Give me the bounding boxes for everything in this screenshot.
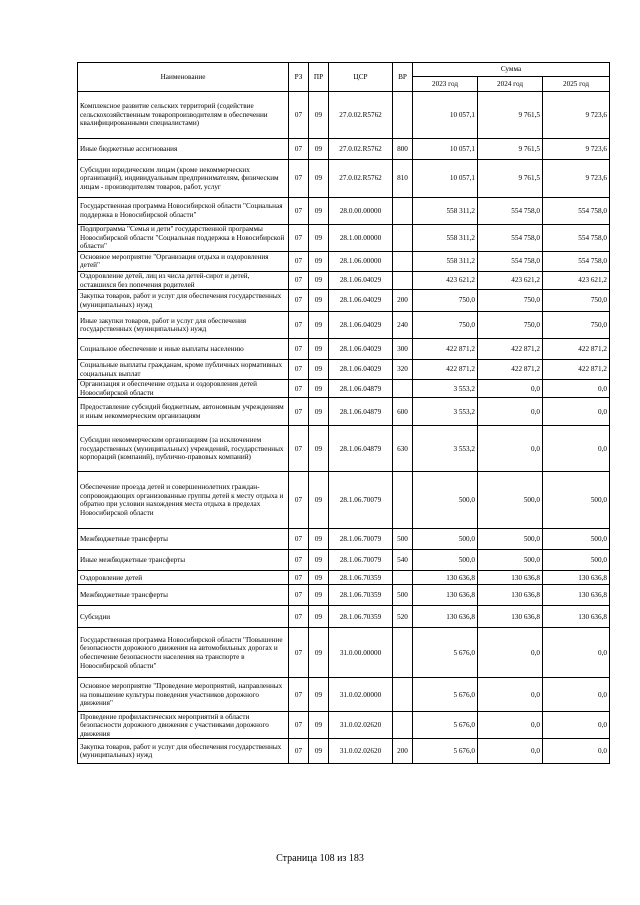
row-rz-cell: 07	[289, 628, 309, 678]
row-vr-cell: 200	[393, 290, 413, 312]
row-csr-cell: 28.1.06.04879	[329, 426, 393, 472]
row-sum-2024-cell: 500,0	[478, 550, 543, 571]
row-csr-cell: 28.1.06.70359	[329, 585, 393, 606]
row-sum-2024-cell: 9 761,5	[478, 92, 543, 139]
row-csr-cell: 28.1.00.00000	[329, 225, 393, 252]
row-sum-2023-cell: 3 553,2	[413, 426, 478, 472]
row-sum-2025-cell: 0,0	[543, 426, 610, 472]
row-vr-cell: 630	[393, 426, 413, 472]
row-sum-2024-cell: 130 636,8	[478, 571, 543, 585]
row-pr-cell: 09	[309, 92, 329, 139]
row-pr-cell: 09	[309, 139, 329, 160]
table-row	[78, 339, 610, 360]
row-vr-cell: 320	[393, 360, 413, 380]
row-csr-cell: 28.1.06.70359	[329, 606, 393, 628]
row-vr-cell: 500	[393, 529, 413, 550]
row-rz-cell: 07	[289, 571, 309, 585]
header-name: Наименование	[78, 63, 289, 92]
row-sum-2024-cell: 500,0	[478, 529, 543, 550]
row-sum-2025-cell: 750,0	[543, 290, 610, 312]
table-row	[78, 739, 610, 764]
row-sum-2023-cell: 422 871,2	[413, 360, 478, 380]
row-sum-2023-cell: 558 311,2	[413, 225, 478, 252]
row-sum-2023-cell: 5 676,0	[413, 678, 478, 712]
row-vr-cell: 800	[393, 139, 413, 160]
row-rz-cell: 07	[289, 271, 309, 289]
row-rz-cell: 07	[289, 312, 309, 339]
row-sum-2023-cell: 423 621,2	[413, 271, 478, 289]
row-sum-2024-cell: 130 636,8	[478, 585, 543, 606]
row-sum-2024-cell: 423 621,2	[478, 271, 543, 289]
row-pr-cell: 09	[309, 198, 329, 225]
row-pr-cell: 09	[309, 472, 329, 529]
row-sum-2024-cell: 0,0	[478, 739, 543, 764]
row-rz-cell: 07	[289, 360, 309, 380]
row-name-cell: Иные межбюджетные трансферты	[78, 550, 289, 571]
row-rz-cell: 07	[289, 550, 309, 571]
row-vr-cell	[393, 678, 413, 712]
row-sum-2025-cell: 422 871,2	[543, 339, 610, 360]
row-rz-cell: 07	[289, 426, 309, 472]
row-vr-cell: 200	[393, 739, 413, 764]
row-rz-cell: 07	[289, 739, 309, 764]
row-pr-cell: 09	[309, 550, 329, 571]
table-row	[78, 380, 610, 398]
row-vr-cell: 520	[393, 606, 413, 628]
row-name-cell: Закупка товаров, работ и услуг для обеспечения государственных (муниципальных) нужд	[78, 290, 289, 312]
row-pr-cell: 09	[309, 160, 329, 198]
row-pr-cell: 09	[309, 739, 329, 764]
row-sum-2025-cell: 422 871,2	[543, 360, 610, 380]
row-name-cell: Предоставление субсидий бюджетным, автономным учреждениям и иным некоммерческим организациям	[78, 398, 289, 426]
row-vr-cell: 810	[393, 160, 413, 198]
row-name-cell: Закупка товаров, работ и услуг для обеспечения государственных (муниципальных) нужд	[78, 739, 289, 764]
table-row	[78, 712, 610, 739]
header-csr: ЦСР	[329, 63, 393, 92]
row-vr-cell	[393, 628, 413, 678]
row-name-cell: Государственная программа Новосибирской области "Социальная поддержка в Новосибирской области"	[78, 198, 289, 225]
table-row	[78, 139, 610, 160]
row-csr-cell: 27.0.02.R5762	[329, 139, 393, 160]
row-name-cell: Комплексное развитие сельских территорий (содействие сельскохозяйственным товаропроизводителям в обеспечении квалифицированными специалистами)	[78, 92, 289, 139]
row-name-cell: Подпрограмма "Семья и дети" государственной программы Новосибирской области "Социальная поддержка в Новосибирской области"	[78, 225, 289, 252]
table-row	[78, 571, 610, 585]
row-name-cell: Обеспечение проезда детей и совершеннолетних граждан-сопровождающих организованные группы детей к месту отдыха и обратно при условии нахождения места отдыха в пределах Новосибирской области	[78, 472, 289, 529]
row-pr-cell: 09	[309, 251, 329, 271]
row-rz-cell: 07	[289, 198, 309, 225]
row-csr-cell: 28.1.06.04029	[329, 360, 393, 380]
row-vr-cell	[393, 380, 413, 398]
row-name-cell: Оздоровление детей	[78, 571, 289, 585]
row-name-cell: Межбюджетные трансферты	[78, 585, 289, 606]
header-rz: РЗ	[289, 63, 309, 92]
row-sum-2025-cell: 0,0	[543, 712, 610, 739]
row-vr-cell	[393, 251, 413, 271]
row-rz-cell: 07	[289, 606, 309, 628]
row-pr-cell: 09	[309, 271, 329, 289]
row-csr-cell: 28.1.06.04029	[329, 312, 393, 339]
row-csr-cell: 28.1.06.70079	[329, 550, 393, 571]
row-pr-cell: 09	[309, 571, 329, 585]
row-vr-cell	[393, 198, 413, 225]
row-rz-cell: 07	[289, 139, 309, 160]
row-pr-cell: 09	[309, 529, 329, 550]
table-row	[78, 472, 610, 529]
row-pr-cell: 09	[309, 225, 329, 252]
row-rz-cell: 07	[289, 472, 309, 529]
row-sum-2023-cell: 500,0	[413, 550, 478, 571]
row-sum-2024-cell: 0,0	[478, 426, 543, 472]
row-sum-2025-cell: 130 636,8	[543, 571, 610, 585]
row-pr-cell: 09	[309, 628, 329, 678]
row-sum-2025-cell: 500,0	[543, 529, 610, 550]
row-pr-cell: 09	[309, 426, 329, 472]
table-row	[78, 529, 610, 550]
row-name-cell: Иные закупки товаров, работ и услуг для обеспечения государственных (муниципальных) нужд	[78, 312, 289, 339]
row-csr-cell: 28.1.06.00000	[329, 251, 393, 271]
row-pr-cell: 09	[309, 380, 329, 398]
row-name-cell: Основное мероприятие "Организация отдыха и оздоровления детей"	[78, 251, 289, 271]
row-sum-2023-cell: 10 057,1	[413, 160, 478, 198]
row-sum-2023-cell: 5 676,0	[413, 628, 478, 678]
row-sum-2023-cell: 500,0	[413, 529, 478, 550]
row-sum-2024-cell: 130 636,8	[478, 606, 543, 628]
row-vr-cell: 300	[393, 339, 413, 360]
row-sum-2025-cell: 500,0	[543, 550, 610, 571]
table-body	[78, 92, 610, 764]
row-sum-2024-cell: 750,0	[478, 290, 543, 312]
table-row	[78, 251, 610, 271]
row-vr-cell	[393, 571, 413, 585]
row-name-cell: Социальное обеспечение и иные выплаты населению	[78, 339, 289, 360]
row-pr-cell: 09	[309, 339, 329, 360]
header-year-2025: 2025 год	[543, 77, 610, 92]
row-sum-2025-cell: 9 723,6	[543, 160, 610, 198]
row-sum-2024-cell: 554 758,0	[478, 251, 543, 271]
row-rz-cell: 07	[289, 251, 309, 271]
row-name-cell: Организация и обеспечение отдыха и оздоровления детей Новосибирской области	[78, 380, 289, 398]
row-vr-cell	[393, 712, 413, 739]
row-sum-2025-cell: 0,0	[543, 739, 610, 764]
row-csr-cell: 28.0.00.00000	[329, 198, 393, 225]
row-name-cell: Государственная программа Новосибирской области "Повышение безопасности дорожного движения на автомобильных дорогах и обеспечение безопасности населения на транспорте в Новосибирской области"	[78, 628, 289, 678]
row-csr-cell: 28.1.06.70079	[329, 472, 393, 529]
row-rz-cell: 07	[289, 225, 309, 252]
row-name-cell: Субсидии юридическим лицам (кроме некоммерческих организаций), индивидуальным предпринимателям, физическим лицам - производителям товаров, работ, услуг	[78, 160, 289, 198]
row-sum-2025-cell: 500,0	[543, 472, 610, 529]
row-sum-2025-cell: 9 723,6	[543, 92, 610, 139]
table-row	[78, 585, 610, 606]
table-row	[78, 426, 610, 472]
table-row	[78, 160, 610, 198]
row-sum-2025-cell: 554 758,0	[543, 225, 610, 252]
row-rz-cell: 07	[289, 398, 309, 426]
row-name-cell: Иные бюджетные ассигнования	[78, 139, 289, 160]
row-vr-cell: 240	[393, 312, 413, 339]
row-name-cell: Основное мероприятие "Проведение мероприятий, направленных на повышение культуры поведения участников дорожного движения"	[78, 678, 289, 712]
row-sum-2023-cell: 750,0	[413, 290, 478, 312]
row-sum-2025-cell: 0,0	[543, 628, 610, 678]
row-name-cell: Субсидии	[78, 606, 289, 628]
header-year-2024: 2024 год	[478, 77, 543, 92]
row-sum-2023-cell: 130 636,8	[413, 571, 478, 585]
row-sum-2025-cell: 554 758,0	[543, 251, 610, 271]
row-rz-cell: 07	[289, 160, 309, 198]
row-rz-cell: 07	[289, 339, 309, 360]
row-sum-2024-cell: 750,0	[478, 312, 543, 339]
table-row	[78, 271, 610, 289]
row-sum-2024-cell: 0,0	[478, 712, 543, 739]
row-sum-2023-cell: 130 636,8	[413, 606, 478, 628]
row-sum-2024-cell: 500,0	[478, 472, 543, 529]
row-name-cell: Субсидии некоммерческим организациям (за исключением государственных (муниципальных) учреждений, государственных корпораций (компаний), публично-правовых компаний)	[78, 426, 289, 472]
row-pr-cell: 09	[309, 360, 329, 380]
row-sum-2024-cell: 0,0	[478, 380, 543, 398]
row-rz-cell: 07	[289, 678, 309, 712]
table-header	[78, 63, 610, 92]
header-year-2023: 2023 год	[413, 77, 478, 92]
table-row	[78, 360, 610, 380]
table-row	[78, 398, 610, 426]
row-rz-cell: 07	[289, 712, 309, 739]
row-sum-2025-cell: 750,0	[543, 312, 610, 339]
row-csr-cell: 31.0.02.00000	[329, 678, 393, 712]
row-sum-2025-cell: 9 723,6	[543, 139, 610, 160]
row-sum-2023-cell: 500,0	[413, 472, 478, 529]
row-name-cell: Межбюджетные трансферты	[78, 529, 289, 550]
row-sum-2023-cell: 5 676,0	[413, 712, 478, 739]
row-sum-2023-cell: 750,0	[413, 312, 478, 339]
row-sum-2023-cell: 558 311,2	[413, 198, 478, 225]
row-sum-2023-cell: 130 636,8	[413, 585, 478, 606]
row-sum-2024-cell: 9 761,5	[478, 139, 543, 160]
row-sum-2023-cell: 5 676,0	[413, 739, 478, 764]
row-vr-cell	[393, 92, 413, 139]
row-vr-cell: 600	[393, 398, 413, 426]
row-sum-2025-cell: 130 636,8	[543, 585, 610, 606]
row-sum-2023-cell: 10 057,1	[413, 139, 478, 160]
row-vr-cell: 500	[393, 585, 413, 606]
budget-table	[77, 62, 610, 764]
row-sum-2025-cell: 0,0	[543, 398, 610, 426]
table-row	[78, 225, 610, 252]
row-name-cell: Проведение профилактических мероприятий в области безопасности дорожного движения с участниками дорожного движения	[78, 712, 289, 739]
table-row	[78, 312, 610, 339]
row-sum-2023-cell: 422 871,2	[413, 339, 478, 360]
header-vr: ВР	[393, 63, 413, 92]
row-csr-cell: 28.1.06.04029	[329, 290, 393, 312]
row-pr-cell: 09	[309, 678, 329, 712]
row-sum-2024-cell: 554 758,0	[478, 225, 543, 252]
row-vr-cell	[393, 271, 413, 289]
row-sum-2024-cell: 0,0	[478, 398, 543, 426]
row-csr-cell: 28.1.06.70079	[329, 529, 393, 550]
row-csr-cell: 28.1.06.04029	[329, 339, 393, 360]
row-rz-cell: 07	[289, 92, 309, 139]
page-footer: Страница 108 из 183	[276, 853, 364, 864]
row-csr-cell: 28.1.06.04879	[329, 380, 393, 398]
table-row	[78, 606, 610, 628]
row-vr-cell	[393, 472, 413, 529]
table-row	[78, 92, 610, 139]
row-pr-cell: 09	[309, 290, 329, 312]
row-csr-cell: 28.1.06.70359	[329, 571, 393, 585]
row-csr-cell: 31.0.02.02620	[329, 712, 393, 739]
header-pr: ПР	[309, 63, 329, 92]
row-pr-cell: 09	[309, 606, 329, 628]
row-rz-cell: 07	[289, 380, 309, 398]
table-row	[78, 550, 610, 571]
row-sum-2025-cell: 130 636,8	[543, 606, 610, 628]
row-sum-2024-cell: 0,0	[478, 678, 543, 712]
row-rz-cell: 07	[289, 585, 309, 606]
row-pr-cell: 09	[309, 585, 329, 606]
row-sum-2023-cell: 3 553,2	[413, 398, 478, 426]
row-rz-cell: 07	[289, 290, 309, 312]
row-csr-cell: 28.1.06.04029	[329, 271, 393, 289]
row-pr-cell: 09	[309, 398, 329, 426]
row-csr-cell: 27.0.02.R5762	[329, 92, 393, 139]
row-sum-2024-cell: 0,0	[478, 628, 543, 678]
row-sum-2025-cell: 0,0	[543, 380, 610, 398]
row-sum-2023-cell: 558 311,2	[413, 251, 478, 271]
header-sum: Сумма	[413, 63, 610, 77]
row-csr-cell: 27.0.02.R5762	[329, 160, 393, 198]
row-csr-cell: 31.0.02.02620	[329, 739, 393, 764]
row-sum-2023-cell: 10 057,1	[413, 92, 478, 139]
row-csr-cell: 31.0.00.00000	[329, 628, 393, 678]
row-vr-cell	[393, 225, 413, 252]
row-name-cell: Социальные выплаты гражданам, кроме публичных нормативных социальных выплат	[78, 360, 289, 380]
row-sum-2023-cell: 3 553,2	[413, 380, 478, 398]
table-row	[78, 198, 610, 225]
row-sum-2024-cell: 554 758,0	[478, 198, 543, 225]
row-vr-cell: 540	[393, 550, 413, 571]
table-row	[78, 290, 610, 312]
row-sum-2024-cell: 9 761,5	[478, 160, 543, 198]
table-row	[78, 628, 610, 678]
row-sum-2025-cell: 423 621,2	[543, 271, 610, 289]
row-name-cell: Оздоровление детей, лиц из числа детей-сирот и детей, оставшихся без попечения родителей	[78, 271, 289, 289]
row-sum-2024-cell: 422 871,2	[478, 360, 543, 380]
row-rz-cell: 07	[289, 529, 309, 550]
row-pr-cell: 09	[309, 712, 329, 739]
row-sum-2025-cell: 0,0	[543, 678, 610, 712]
table-row	[78, 678, 610, 712]
row-sum-2024-cell: 422 871,2	[478, 339, 543, 360]
row-csr-cell: 28.1.06.04879	[329, 398, 393, 426]
row-sum-2025-cell: 554 758,0	[543, 198, 610, 225]
row-pr-cell: 09	[309, 312, 329, 339]
